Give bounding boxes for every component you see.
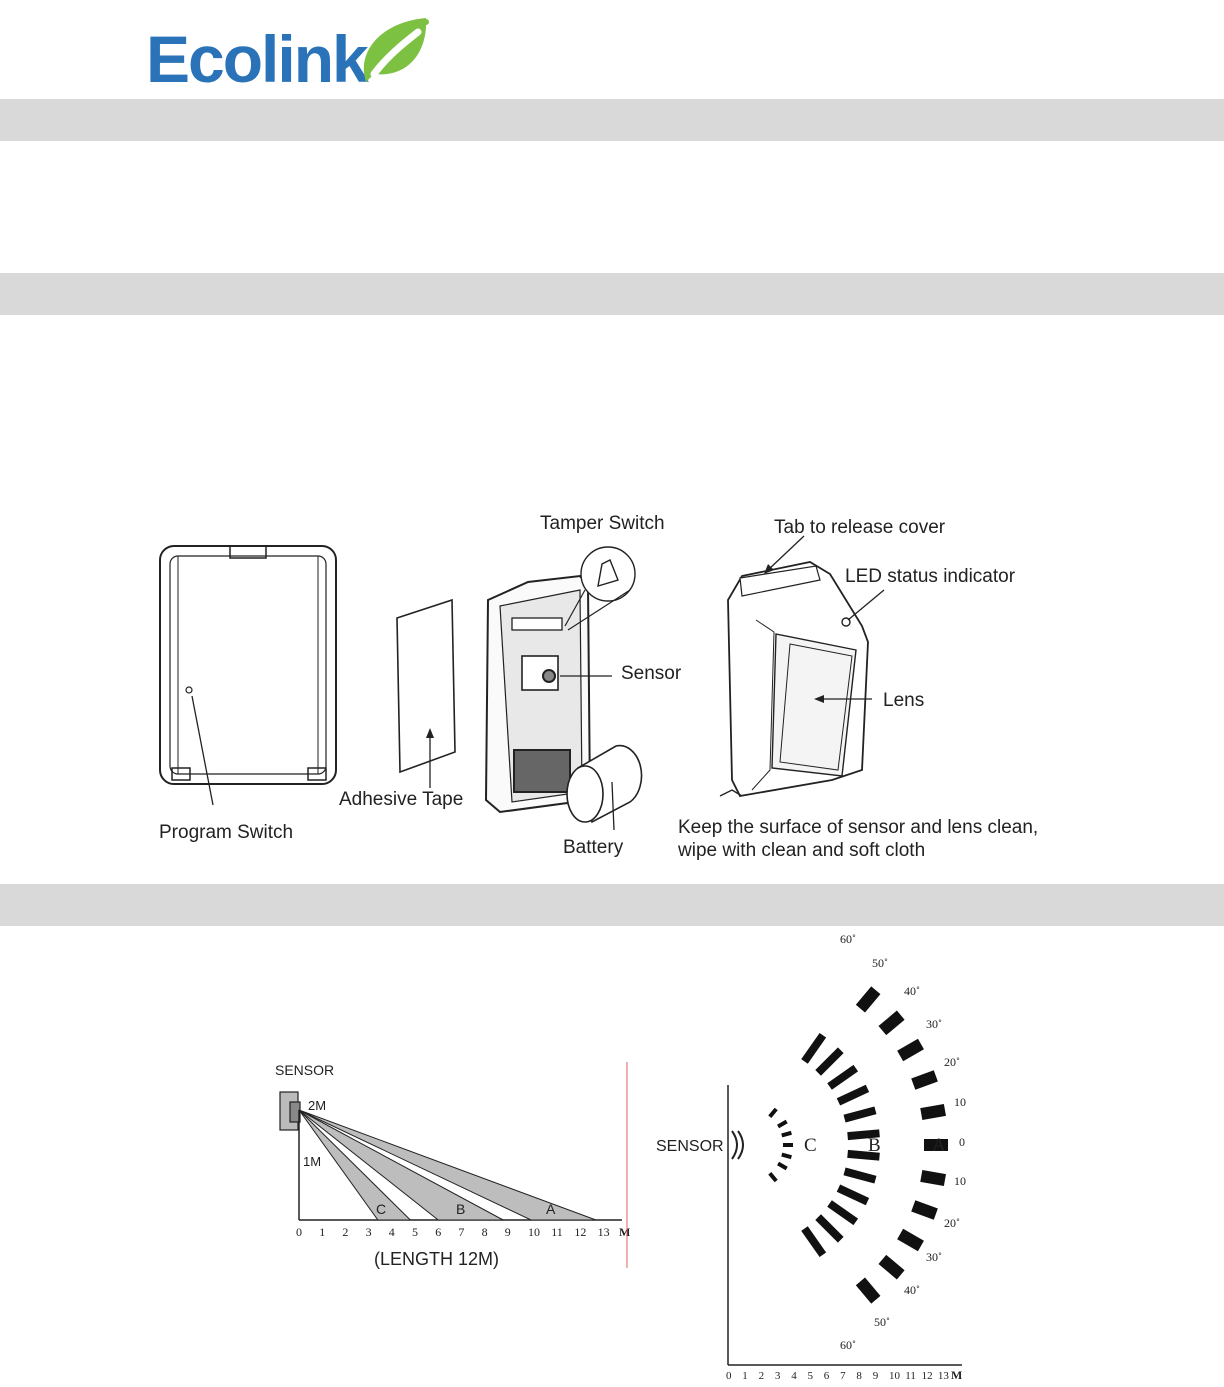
- top-zone-c: C: [804, 1135, 817, 1156]
- height-label-2m: 2M: [308, 1098, 327, 1113]
- top-tick-12: 12: [921, 1370, 933, 1382]
- top-segment-2-3: [913, 1076, 936, 1084]
- angle-top-20: 20˚: [944, 1055, 960, 1069]
- angle-top-10: 10: [954, 1095, 966, 1109]
- side-tick-5: 5: [412, 1225, 418, 1239]
- angle-top-50: 50˚: [872, 956, 888, 970]
- top-unit-label: M: [951, 1368, 963, 1382]
- angle-bottom-60: 60˚: [840, 1338, 856, 1352]
- top-segment-2-9: [882, 1259, 900, 1274]
- top-view-diagram: [650, 925, 990, 1385]
- care-instruction-line1: Keep the surface of sensor and lens clean,: [678, 817, 1039, 838]
- angle-top-40: 40˚: [904, 984, 920, 998]
- side-zone-b: B: [456, 1201, 466, 1217]
- top-tick-8: 8: [856, 1370, 862, 1382]
- top-segment-1-2: [830, 1068, 856, 1086]
- side-tick-4: 4: [388, 1225, 395, 1239]
- angle-top-30: 30˚: [926, 1017, 942, 1031]
- top-tick-4: 4: [791, 1370, 797, 1382]
- height-label-1m: 1M: [303, 1154, 322, 1169]
- program-switch-leader: [192, 696, 213, 805]
- led-label: LED status indicator: [845, 566, 1016, 587]
- top-segment-1-0: [805, 1035, 823, 1061]
- tamper-switch-label: Tamper Switch: [540, 513, 665, 534]
- side-zone-c: C: [376, 1201, 387, 1217]
- side-tick-6: 6: [435, 1225, 442, 1239]
- sensor-label: Sensor: [621, 663, 682, 684]
- top-tick-6: 6: [823, 1370, 830, 1382]
- side-tick-10: 10: [528, 1225, 540, 1239]
- battery-label: Battery: [563, 837, 624, 858]
- top-sensor-label: SENSOR: [656, 1138, 724, 1155]
- top-segment-2-1: [882, 1015, 900, 1030]
- top-tick-1: 1: [742, 1370, 748, 1382]
- side-tick-3: 3: [365, 1225, 372, 1239]
- angle-bottom-30: 30˚: [926, 1250, 942, 1264]
- top-segment-1-10: [818, 1217, 841, 1240]
- angle-bottom-40: 40˚: [904, 1283, 920, 1297]
- top-tick-5: 5: [807, 1370, 813, 1382]
- top-segment-0-1: [778, 1122, 787, 1127]
- angle-bottom-50: 50˚: [874, 1315, 890, 1329]
- top-segment-2-8: [900, 1234, 921, 1246]
- top-tick-9: 9: [872, 1370, 879, 1382]
- side-tick-12: 12: [574, 1225, 587, 1239]
- side-beam-B: [299, 1110, 503, 1220]
- top-segment-2-6: [921, 1176, 945, 1180]
- tab-release-label: Tab to release cover: [774, 517, 946, 538]
- side-sensor-icon: [280, 1092, 300, 1130]
- side-tick-11: 11: [551, 1225, 563, 1239]
- side-tick-8: 8: [481, 1225, 488, 1239]
- leaf-logo-icon: [356, 12, 436, 92]
- top-tick-11: 11: [905, 1370, 916, 1382]
- side-unit-label: M: [619, 1225, 631, 1239]
- side-ticks: [296, 1225, 610, 1239]
- side-sensor-label: SENSOR: [275, 1062, 335, 1078]
- section-band-3: [0, 884, 1224, 926]
- top-segment-1-3: [838, 1088, 867, 1102]
- top-segment-1-9: [830, 1204, 856, 1222]
- top-segment-2-2: [900, 1044, 921, 1056]
- led-leader: [848, 590, 884, 620]
- top-sensor-icon: [732, 1131, 743, 1159]
- side-zone-a: A: [546, 1201, 556, 1217]
- adhesive-tape-label: Adhesive Tape: [339, 789, 464, 810]
- top-zone-a: A: [932, 1135, 946, 1156]
- top-segment-2-0: [860, 990, 875, 1008]
- top-segment-1-4: [845, 1110, 876, 1118]
- top-segment-1-8: [838, 1188, 867, 1202]
- section-band-2: [0, 273, 1224, 315]
- top-segment-2-10: [860, 1281, 875, 1299]
- top-beam-segments: [770, 990, 948, 1299]
- top-tick-7: 7: [840, 1370, 846, 1382]
- top-tick-10: 10: [889, 1370, 900, 1382]
- side-tick-2: 2: [342, 1225, 349, 1239]
- side-tick-0: 0: [296, 1225, 302, 1239]
- top-segment-0-5: [778, 1164, 787, 1169]
- back-plate: [160, 546, 336, 784]
- top-segment-0-6: [770, 1173, 776, 1181]
- side-tick-1: 1: [319, 1225, 326, 1239]
- top-tick-13: 13: [937, 1370, 949, 1382]
- side-caption: (LENGTH 12M): [374, 1249, 500, 1269]
- adhesive-tape: [397, 600, 455, 772]
- angle-bottom-20: 20˚: [944, 1216, 960, 1230]
- top-zone-b: B: [868, 1135, 881, 1156]
- top-segment-2-7: [913, 1206, 936, 1214]
- section-band-1: [0, 99, 1224, 141]
- top-segment-2-4: [921, 1110, 945, 1114]
- lens-label: Lens: [883, 690, 925, 711]
- top-tick-0: 0: [726, 1370, 732, 1382]
- parts-diagram: [0, 500, 1224, 860]
- top-segment-0-2: [782, 1133, 792, 1136]
- side-tick-7: 7: [458, 1225, 465, 1239]
- side-view-diagram: [270, 1050, 650, 1280]
- top-ticks: [726, 1365, 949, 1382]
- angle-bottom-10: 10: [954, 1174, 966, 1188]
- care-instruction-line2: wipe with clean and soft cloth: [678, 840, 926, 861]
- front-cover: [720, 562, 868, 796]
- side-tick-13: 13: [597, 1225, 610, 1239]
- angle-top-60: 60˚: [840, 932, 856, 946]
- top-segment-1-11: [805, 1229, 823, 1255]
- side-tick-9: 9: [504, 1225, 511, 1239]
- top-segment-1-7: [845, 1171, 876, 1179]
- top-segment-1-1: [818, 1050, 841, 1073]
- top-tick-3: 3: [774, 1370, 781, 1382]
- top-tick-2: 2: [758, 1370, 765, 1382]
- top-segment-0-0: [770, 1109, 776, 1117]
- program-switch-label: Program Switch: [159, 822, 294, 843]
- ecolink-logo-text: Ecolink: [146, 22, 367, 96]
- top-segment-0-4: [782, 1155, 792, 1158]
- angle-center-0: 0: [959, 1135, 965, 1149]
